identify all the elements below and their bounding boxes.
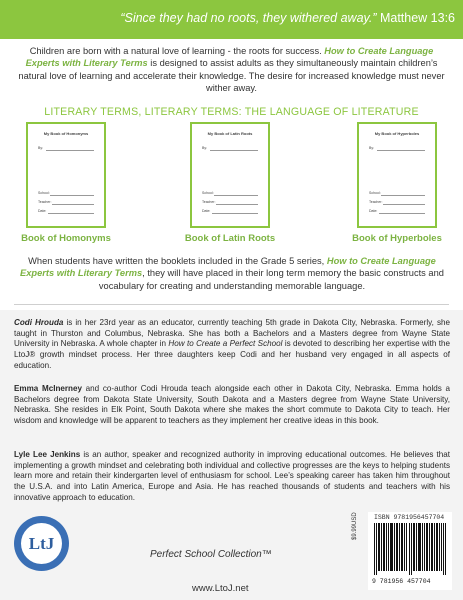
section-title: LITERARY TERMS, LITERARY TERMS: THE LANGUAGE OF LITERATURE xyxy=(44,106,419,118)
book-latin-roots xyxy=(184,122,276,244)
teacher-line xyxy=(383,204,425,205)
website-url: www.LtoJ.net xyxy=(192,583,249,594)
bio-text: is devoted to describing her expertise with the LtoJ® growth mindset process. Her three daughters keep Codi and her husband very engaged in all aspects of education. xyxy=(14,339,451,370)
teacher-label: Teacher: xyxy=(38,200,52,204)
date-line xyxy=(48,213,94,214)
date-label: Date: xyxy=(202,209,211,213)
intro-book-title: How to Create Language Experts with Literary Terms xyxy=(25,46,434,69)
teacher-label: Teacher: xyxy=(202,200,216,204)
ltoj-logo xyxy=(14,516,69,571)
teacher-line xyxy=(52,204,94,205)
series-text-start: When students have written the booklets included in the Grade 5 series, xyxy=(28,256,327,266)
book-page-thumbnail xyxy=(190,122,270,228)
isbn-number: 9 781956 457704 xyxy=(372,578,431,585)
bio-text: and co-author Codi Hrouda teach alongside each other in Dakota City, Nebraska. Emma holds a Bachelors degree from Dakota State University, South Dakota and a Masters degree from Wayne State University, Nebraska. She resides in Elk Point, South Dakota where she makes the short commute to Dakota City to teach. Her wisdom and knowledge will be apparent to teachers as they implement her creative ideas in this book. xyxy=(14,384,450,426)
bio-book-title: How to Create a Perfect School xyxy=(168,339,283,349)
intro-text-start: Children are born with a natural love of learning - the roots for success. xyxy=(29,46,325,56)
school-label: School: xyxy=(369,191,381,195)
author-name: Lyle Lee Jenkins xyxy=(14,450,81,459)
date-line xyxy=(212,213,258,214)
school-line xyxy=(50,195,94,196)
school-label: School: xyxy=(38,191,50,195)
date-line xyxy=(379,213,425,214)
price-label: $9.99USD xyxy=(352,512,358,540)
series-paragraph xyxy=(16,255,448,292)
bio-codi-hrouda xyxy=(14,318,450,372)
bio-emma-mcinerney xyxy=(14,384,450,427)
author-name: Codi Hrouda xyxy=(14,318,64,327)
book-page-thumbnail xyxy=(26,122,106,228)
date-label: Date: xyxy=(369,209,378,213)
quote-reference: Matthew 13:6 xyxy=(376,11,455,25)
book-page-title: My Book of Hyperboles xyxy=(374,131,420,136)
collection-name: Perfect School Collection™ xyxy=(150,549,272,560)
isbn-text: ISBN 9781956457704 xyxy=(374,514,445,521)
logo-text: LtJ xyxy=(28,534,55,553)
bio-text: is in her 23rd year as an educator, currently teaching 5th grade in Dakota City, Nebraska. Formerly, she taught in Thurston and Columbus, Nebraska. She has both a Bachelors and a Masters degree from Wayne State University in Nebraska. A whole chapter in xyxy=(14,318,450,349)
book-label: Book of Hyperboles xyxy=(352,233,442,244)
by-label: By: xyxy=(38,146,44,150)
book-hyperboles xyxy=(351,122,443,244)
by-label: By: xyxy=(202,146,208,150)
book-label: Book of Homonyms xyxy=(21,233,111,244)
school-line xyxy=(214,195,258,196)
intro-text-end: is designed to assist adults as they simultaneously maintain children’s natural love of learning and accelerate their knowledge. The desire for increased knowledge must never wither away. xyxy=(18,58,445,94)
top-banner xyxy=(0,0,463,39)
author-name: Emma McInerney xyxy=(14,384,82,393)
logo-inner-circle xyxy=(21,523,62,564)
by-line xyxy=(377,150,425,151)
by-label: By: xyxy=(369,146,375,150)
section-divider xyxy=(14,304,449,305)
book-homonyms xyxy=(20,122,112,244)
by-line xyxy=(210,150,258,151)
school-line xyxy=(381,195,425,196)
teacher-label: Teacher: xyxy=(369,200,383,204)
intro-paragraph xyxy=(14,45,449,95)
quote-text: “Since they had no roots, they withered away.” xyxy=(120,11,377,25)
by-line xyxy=(46,150,94,151)
bio-lyle-lee-jenkins xyxy=(14,450,450,504)
bible-quote xyxy=(0,11,455,25)
date-label: Date: xyxy=(38,209,47,213)
isbn-barcode xyxy=(368,512,452,590)
book-label: Book of Latin Roots xyxy=(184,233,276,244)
series-book-title: How to Create Language Experts with Literary Terms xyxy=(20,256,436,279)
series-text-end: , they will have placed in their long term memory the basic constructs and vocabulary for creating and understanding memorable language. xyxy=(98,268,444,291)
teacher-line xyxy=(216,204,258,205)
bio-text: is an author, speaker and recognized authority in improving educational outcomes. He believes that implementing a growth mindset and celebrating both individual and collective progresses are the keys to helping students learn more and retain their kindergarten level of enthusiasm for school. Lee’s speaking career has taken him throughout the U.S.A. and into Latin America, Europe and Asia. He has reached thousands of students and teachers with his innovative approach to education. xyxy=(14,450,451,502)
book-page-title: My Book of Latin Roots xyxy=(207,131,253,136)
school-label: School: xyxy=(202,191,214,195)
barcode-bars xyxy=(374,523,446,575)
book-page-title: My Book of Homonyms xyxy=(43,131,89,136)
book-page-thumbnail xyxy=(357,122,437,228)
